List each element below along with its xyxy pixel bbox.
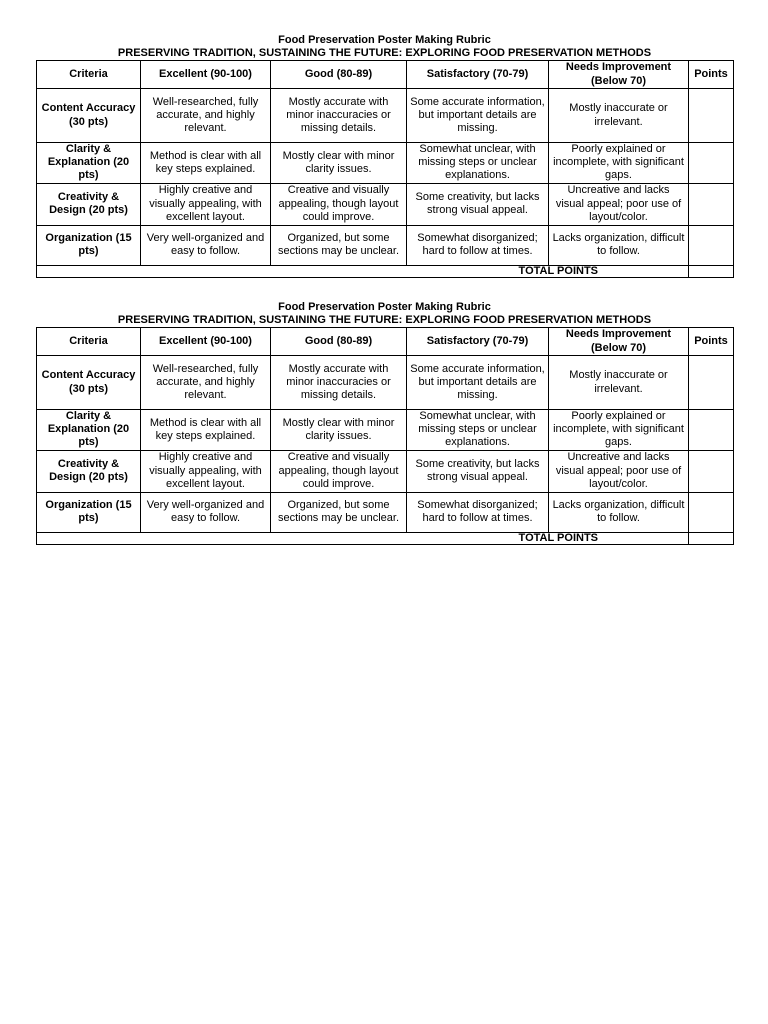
excellent-cell: Well-researched, fully accurate, and highly relevant. (141, 356, 271, 410)
total-points-cell[interactable] (689, 532, 734, 544)
header-needs-improvement: Needs Improvement (Below 70) (549, 61, 689, 89)
criteria-cell: Clarity & Explanation (20 pts) (37, 143, 141, 184)
good-cell: Mostly accurate with minor inaccuracies or missing details. (271, 89, 407, 143)
criteria-cell: Content Accuracy (30 pts) (37, 356, 141, 410)
header-row (37, 328, 734, 356)
points-cell[interactable] (689, 410, 734, 451)
header-good: Good (80-89) (271, 61, 407, 89)
table-row (37, 410, 734, 451)
satisfactory-cell: Some creativity, but lacks strong visual appeal. (407, 450, 549, 492)
needs-improvement-cell: Uncreative and lacks visual appeal; poor use of layout/color. (549, 183, 689, 225)
points-cell[interactable] (689, 89, 734, 143)
criteria-cell: Creativity & Design (20 pts) (37, 450, 141, 492)
header-row (37, 61, 734, 89)
header-criteria: Criteria (37, 328, 141, 356)
good-cell: Creative and visually appealing, though layout could improve. (271, 183, 407, 225)
excellent-cell: Highly creative and visually appealing, with excellent layout. (141, 183, 271, 225)
points-cell[interactable] (689, 492, 734, 532)
table-row (37, 356, 734, 410)
header-criteria: Criteria (37, 61, 141, 89)
rubric-2 (36, 301, 733, 545)
satisfactory-cell: Somewhat disorganized; hard to follow at times. (407, 225, 549, 265)
points-cell[interactable] (689, 143, 734, 184)
good-cell: Mostly clear with minor clarity issues. (271, 410, 407, 451)
header-excellent: Excellent (90-100) (141, 61, 271, 89)
table-row (37, 143, 734, 184)
satisfactory-cell: Some creativity, but lacks strong visual appeal. (407, 183, 549, 225)
total-row (37, 265, 734, 277)
total-row (37, 532, 734, 544)
satisfactory-cell: Some accurate information, but important details are missing. (407, 89, 549, 143)
criteria-cell: Clarity & Explanation (20 pts) (37, 410, 141, 451)
satisfactory-cell: Somewhat unclear, with missing steps or unclear explanations. (407, 410, 549, 451)
header-points: Points (689, 328, 734, 356)
needs-improvement-cell: Poorly explained or incomplete, with significant gaps. (549, 143, 689, 184)
total-points-label: TOTAL POINTS (37, 265, 689, 277)
excellent-cell: Highly creative and visually appealing, with excellent layout. (141, 450, 271, 492)
rubric-subtitle: PRESERVING TRADITION, SUSTAINING THE FUTURE: EXPLORING FOOD PRESERVATION METHODS (117, 314, 652, 326)
satisfactory-cell: Some accurate information, but important details are missing. (407, 356, 549, 410)
table-row (37, 492, 734, 532)
good-cell: Mostly clear with minor clarity issues. (271, 143, 407, 184)
needs-improvement-cell: Lacks organization, difficult to follow. (549, 225, 689, 265)
good-cell: Organized, but some sections may be unclear. (271, 225, 407, 265)
table-row (37, 225, 734, 265)
satisfactory-cell: Somewhat disorganized; hard to follow at times. (407, 492, 549, 532)
criteria-cell: Organization (15 pts) (37, 492, 141, 532)
total-points-label: TOTAL POINTS (37, 532, 689, 544)
criteria-cell: Content Accuracy (30 pts) (37, 89, 141, 143)
header-good: Good (80-89) (271, 328, 407, 356)
criteria-cell: Creativity & Design (20 pts) (37, 183, 141, 225)
excellent-cell: Very well-organized and easy to follow. (141, 225, 271, 265)
header-satisfactory: Satisfactory (70-79) (407, 61, 549, 89)
excellent-cell: Very well-organized and easy to follow. (141, 492, 271, 532)
rubric-title: Food Preservation Poster Making Rubric (278, 34, 491, 46)
header-points: Points (689, 61, 734, 89)
rubric-table (36, 327, 734, 545)
needs-improvement-cell: Mostly inaccurate or irrelevant. (549, 89, 689, 143)
needs-improvement-cell: Poorly explained or incomplete, with significant gaps. (549, 410, 689, 451)
header-needs-improvement: Needs Improvement (Below 70) (549, 328, 689, 356)
good-cell: Creative and visually appealing, though layout could improve. (271, 450, 407, 492)
points-cell[interactable] (689, 450, 734, 492)
table-row (37, 450, 734, 492)
points-cell[interactable] (689, 225, 734, 265)
points-cell[interactable] (689, 183, 734, 225)
total-points-cell[interactable] (689, 265, 734, 277)
excellent-cell: Method is clear with all key steps explained. (141, 410, 271, 451)
rubric-table (36, 60, 734, 278)
needs-improvement-cell: Mostly inaccurate or irrelevant. (549, 356, 689, 410)
table-row (37, 183, 734, 225)
needs-improvement-cell: Uncreative and lacks visual appeal; poor use of layout/color. (549, 450, 689, 492)
satisfactory-cell: Somewhat unclear, with missing steps or unclear explanations. (407, 143, 549, 184)
good-cell: Organized, but some sections may be unclear. (271, 492, 407, 532)
table-row (37, 89, 734, 143)
rubric-1 (36, 34, 733, 278)
excellent-cell: Well-researched, fully accurate, and highly relevant. (141, 89, 271, 143)
excellent-cell: Method is clear with all key steps explained. (141, 143, 271, 184)
rubric-title: Food Preservation Poster Making Rubric (278, 301, 491, 313)
criteria-cell: Organization (15 pts) (37, 225, 141, 265)
header-excellent: Excellent (90-100) (141, 328, 271, 356)
rubric-subtitle: PRESERVING TRADITION, SUSTAINING THE FUTURE: EXPLORING FOOD PRESERVATION METHODS (117, 47, 652, 59)
points-cell[interactable] (689, 356, 734, 410)
needs-improvement-cell: Lacks organization, difficult to follow. (549, 492, 689, 532)
good-cell: Mostly accurate with minor inaccuracies or missing details. (271, 356, 407, 410)
header-satisfactory: Satisfactory (70-79) (407, 328, 549, 356)
